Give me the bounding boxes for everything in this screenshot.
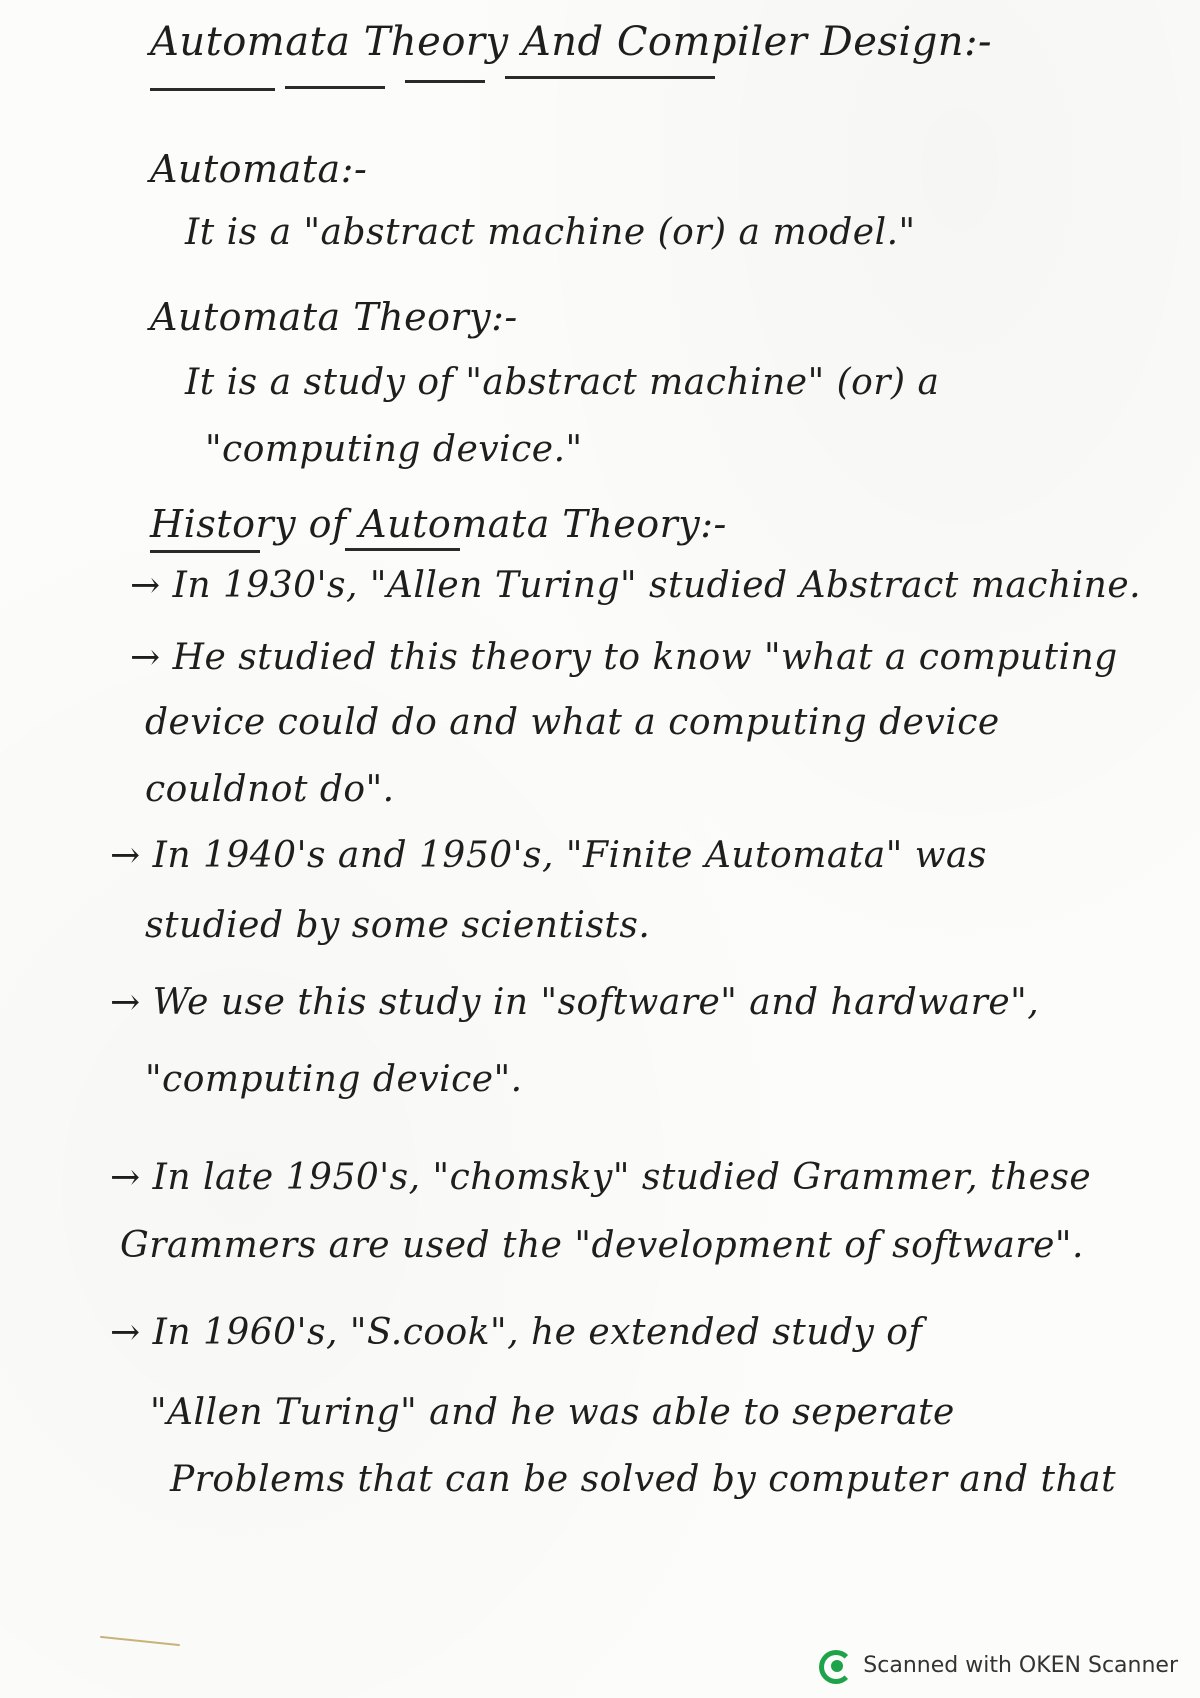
history-heading-underline — [150, 550, 260, 553]
history-line-11: → In 1960's, "S.cook", he extended study of — [110, 1312, 923, 1353]
section-heading-history: History of Automata Theory:- — [150, 502, 727, 546]
oken-scanner-logo-icon — [819, 1648, 853, 1682]
history-line-10: Grammers are used the "development of software". — [120, 1225, 1084, 1266]
history-line-13: Problems that can be solved by computer and that — [170, 1459, 1117, 1500]
history-line-9: → In late 1950's, "chomsky" studied Grammer, these — [110, 1157, 1092, 1198]
section-heading-automata: Automata:- — [150, 147, 368, 191]
history-line-6: studied by some scientists. — [145, 905, 651, 946]
scanner-label: Scanned with OKEN Scanner — [863, 1652, 1178, 1678]
automata-theory-definition-line-2: "computing device." — [205, 429, 583, 470]
history-line-7: → We use this study in "software" and hardware", — [110, 982, 1040, 1023]
history-line-5: → In 1940's and 1950's, "Finite Automata" was — [110, 835, 987, 876]
section-heading-automata-theory: Automata Theory:- — [150, 295, 518, 339]
pen-mark — [100, 1636, 180, 1646]
automata-theory-definition-line-1: It is a study of "abstract machine" (or) a — [185, 362, 940, 403]
page-title: Automata Theory And Compiler Design:- — [150, 19, 993, 65]
history-line-1: → In 1930's, "Allen Turing" studied Abstract machine. — [130, 565, 1142, 606]
history-line-3: device could do and what a computing device — [145, 702, 1000, 743]
history-heading-underline — [345, 548, 460, 551]
history-line-4: couldnot do". — [145, 769, 395, 810]
title-underline — [150, 88, 275, 91]
history-line-2: → He studied this theory to know "what a computing — [130, 637, 1118, 678]
title-underline — [405, 80, 485, 83]
automata-definition: It is a "abstract machine (or) a model." — [185, 212, 916, 253]
history-line-8: "computing device". — [145, 1059, 523, 1100]
scanner-watermark — [819, 1648, 1178, 1682]
history-line-12: "Allen Turing" and he was able to seperate — [150, 1392, 955, 1433]
title-underline — [505, 76, 715, 79]
title-underline — [285, 86, 385, 89]
